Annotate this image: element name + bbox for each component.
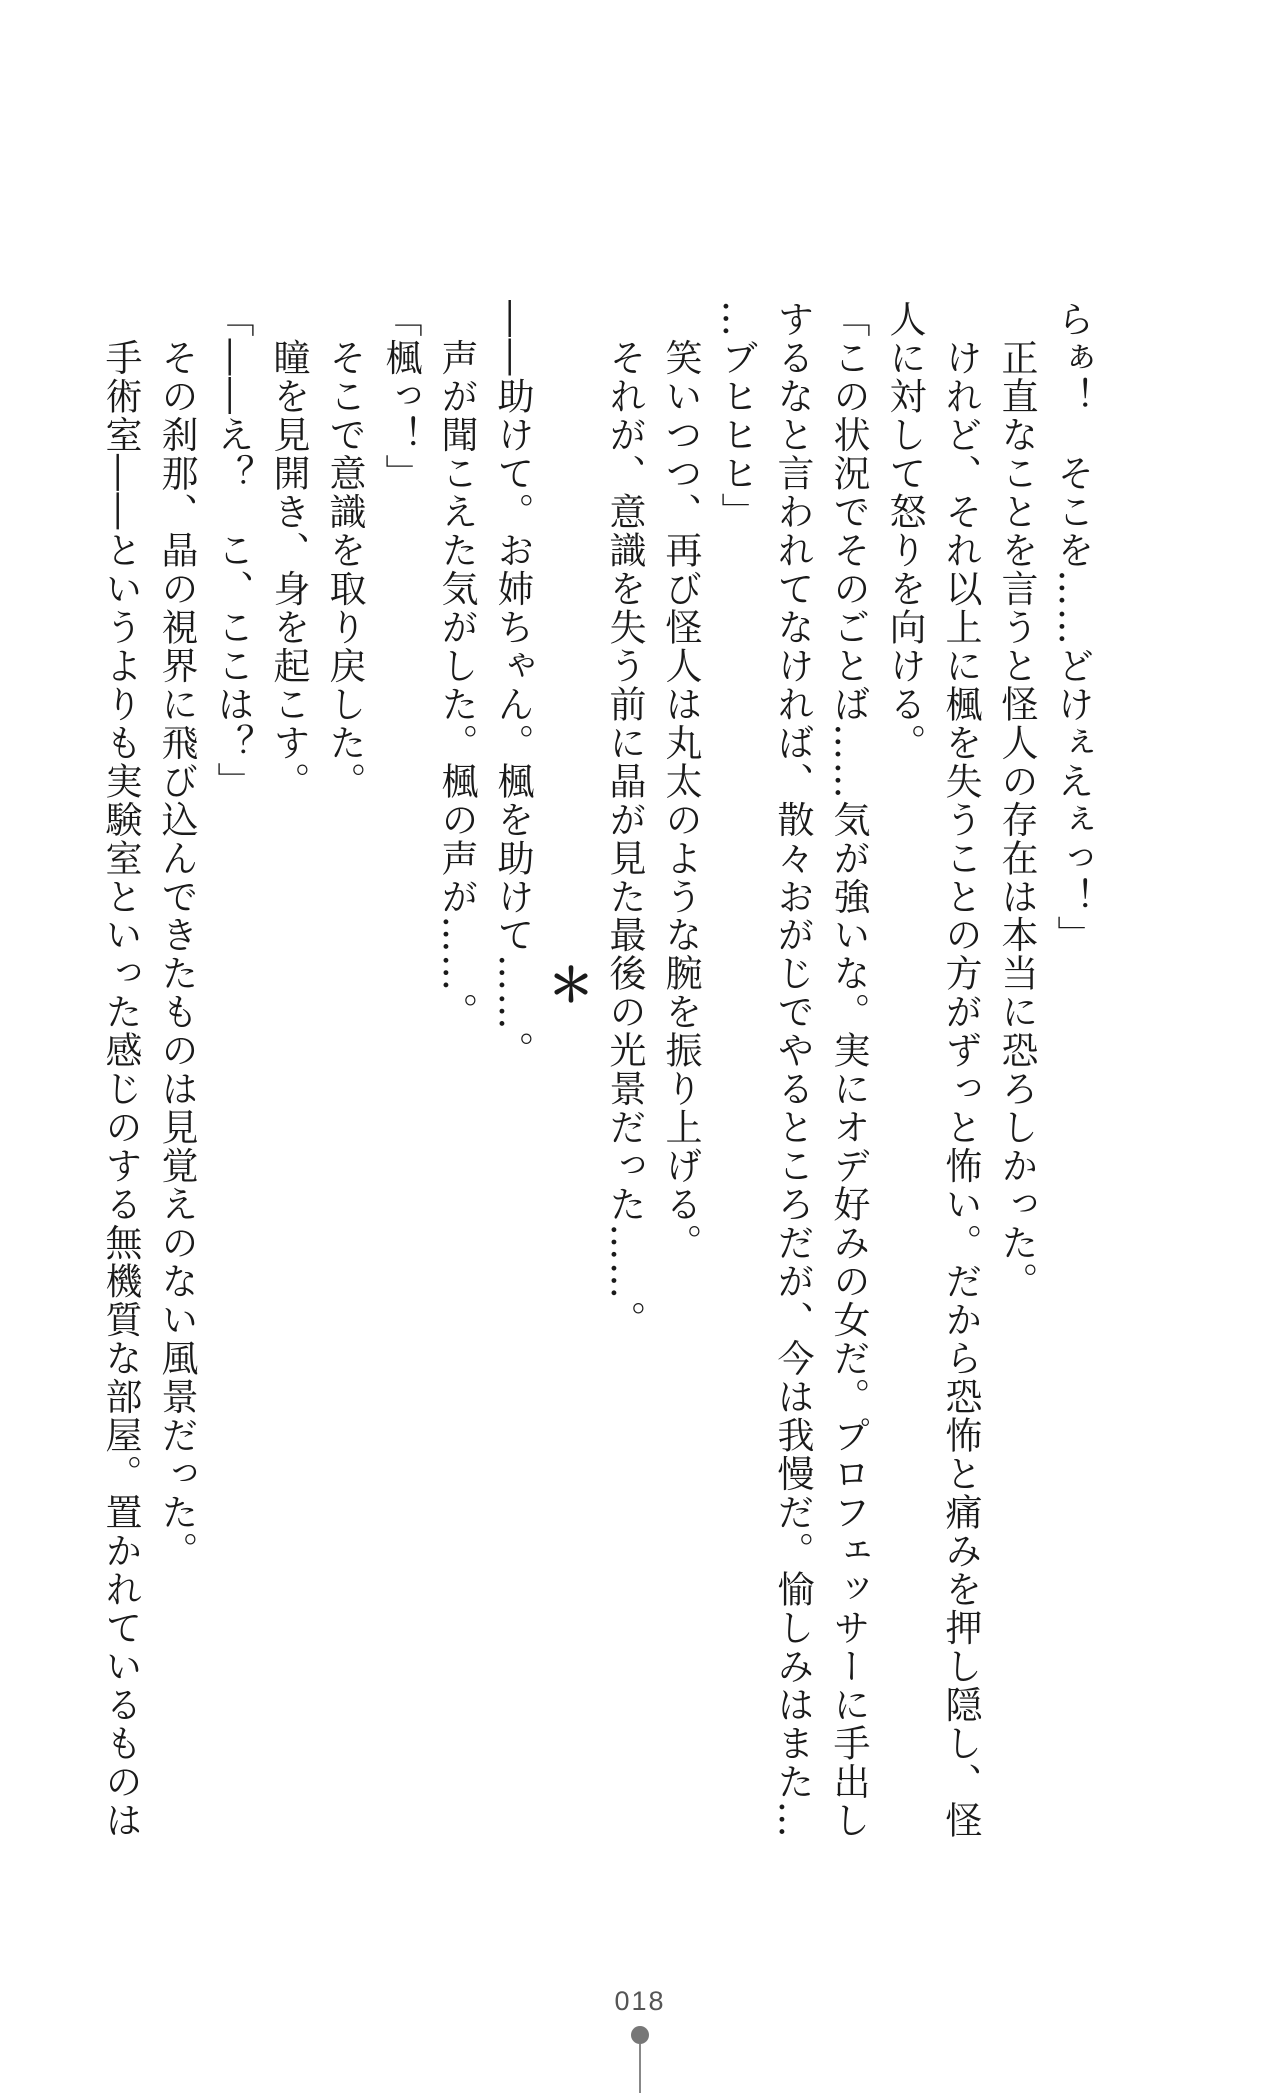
text-line: 「この状況でそのごとば……気が強いな。実にオデ好みの女だ。プロフェッサーに手出し	[827, 300, 870, 1840]
scene-break-asterisk: ＊	[541, 961, 595, 1009]
text-line: それが、意識を失う前に晶が見た最後の光景だった……。	[603, 300, 646, 1339]
text-line: …ブヒヒヒ」	[715, 300, 758, 531]
page-number: 018	[614, 1986, 666, 2016]
text-line: 「――え？ こ、ここは？」	[211, 300, 254, 801]
page-marker-line	[639, 2044, 641, 2093]
text-line: 瞳を見開き、身を起こす。	[267, 300, 310, 801]
text-line: 手術室――というよりも実験室といった感じのする無機質な部屋。置かれているものは	[99, 300, 142, 1840]
text-line: するなと言われてなければ、散々おがじでやるところだが、今は我慢だ。愉しみはまた…	[771, 300, 814, 1840]
text-line: けれど、それ以上に楓を失うことの方がずっと怖い。だから恐怖と痛みを押し隠し、怪	[939, 300, 982, 1840]
text-line: らぁ！ そこを……どけぇえぇっ！」	[1051, 300, 1094, 955]
text-line: その刹那、晶の視界に飛び込んできたものは見覚えのない風景だった。	[155, 300, 198, 1570]
text-line: そこで意識を取り戻した。	[323, 300, 366, 801]
page-marker-dot-icon	[631, 2026, 649, 2044]
text-line: 笑いつつ、再び怪人は丸太のような腕を振り上げる。	[659, 300, 702, 1262]
text-line: 正直なことを言うと怪人の存在は本当に恐ろしかった。	[995, 300, 1038, 1301]
text-line: ――助けて。お姉ちゃん。楓を助けて……。	[491, 300, 534, 1070]
vertical-text-body	[92, 300, 1100, 1840]
text-line: 声が聞こえた気がした。楓の声が……。	[435, 300, 478, 1032]
text-line: 「楓っ！」	[379, 300, 422, 493]
text-line: 人に対して怒りを向ける。	[883, 300, 926, 762]
